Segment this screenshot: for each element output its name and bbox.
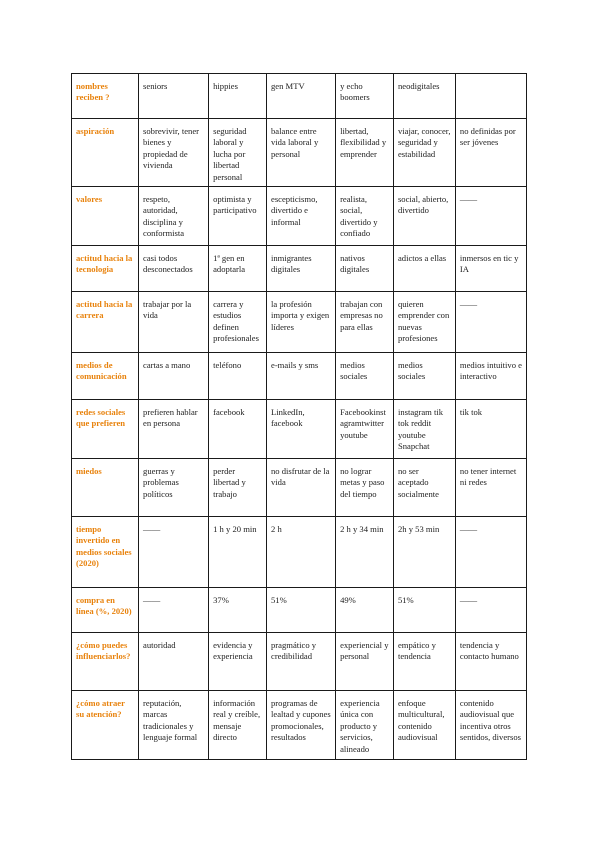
- column-header: [455, 74, 526, 119]
- table-cell: empático y tendencia: [393, 633, 455, 691]
- row-label: nombres reciben ?: [72, 74, 139, 119]
- table-row: [72, 400, 527, 459]
- table-cell: no tener internet ni redes: [455, 459, 526, 517]
- table-cell: quieren emprender con nuevas profesiones: [393, 292, 455, 353]
- table-cell: tik tok: [455, 400, 526, 459]
- table-cell: experiencia única con producto y servicios, alineado: [336, 691, 394, 760]
- table-cell: inmersos en tic y IA: [455, 246, 526, 292]
- table-cell: 2h y 53 min: [393, 517, 455, 588]
- table-row: [72, 119, 527, 187]
- row-label: aspiración: [72, 119, 139, 187]
- row-label: medios de comunicación: [72, 353, 139, 400]
- column-header: neodigitales: [393, 74, 455, 119]
- table-cell: medios intuitivo e interactivo: [455, 353, 526, 400]
- table-cell: optimista y participativo: [209, 187, 267, 246]
- table-cell: evidencia y experiencia: [209, 633, 267, 691]
- row-label: ¿cómo puedes influenciarlos?: [72, 633, 139, 691]
- table-cell: 51%: [267, 588, 336, 633]
- table-cell: facebook: [209, 400, 267, 459]
- table-cell: ——: [455, 588, 526, 633]
- table-cell: sobrevivir, tener bienes y propiedad de vivienda: [139, 119, 209, 187]
- table-cell: información real y creíble, mensaje directo: [209, 691, 267, 760]
- table-row: [72, 353, 527, 400]
- table-cell: LinkedIn, facebook: [267, 400, 336, 459]
- table-cell: trabajan con empresas no para ellas: [336, 292, 394, 353]
- table-cell: teléfono: [209, 353, 267, 400]
- table-cell: no ser aceptado socialmente: [393, 459, 455, 517]
- table-cell: 49%: [336, 588, 394, 633]
- column-header: hippies: [209, 74, 267, 119]
- column-header: y echo boomers: [336, 74, 394, 119]
- table-cell: e-mails y sms: [267, 353, 336, 400]
- row-label: ¿cómo atraer su atención?: [72, 691, 139, 760]
- table-cell: Facebookinstagramtwitter youtube: [336, 400, 394, 459]
- table-row: [72, 588, 527, 633]
- table-cell: ——: [139, 517, 209, 588]
- row-label: compra en línea (%, 2020): [72, 588, 139, 633]
- table-row: [72, 517, 527, 588]
- table-cell: ——: [139, 588, 209, 633]
- table-cell: no lograr metas y paso del tiempo: [336, 459, 394, 517]
- table-cell: medios sociales: [393, 353, 455, 400]
- table-cell: prefieren hablar en persona: [139, 400, 209, 459]
- table-cell: pragmático y credibilidad: [267, 633, 336, 691]
- table-row: [72, 633, 527, 691]
- row-label: tiempo invertido en medios sociales (2020): [72, 517, 139, 588]
- table-cell: programas de lealtad y cupones promocionales, resultados: [267, 691, 336, 760]
- table-cell: ——: [455, 187, 526, 246]
- table-cell: seguridad laboral y lucha por libertad personal: [209, 119, 267, 187]
- table-cell: ——: [455, 517, 526, 588]
- generations-table: [71, 73, 527, 760]
- row-label: actitud hacia la carrera: [72, 292, 139, 353]
- table-cell: realista, social, divertido y confiado: [336, 187, 394, 246]
- table-cell: medios sociales: [336, 353, 394, 400]
- table-cell: guerras y problemas políticos: [139, 459, 209, 517]
- table-cell: 1ª gen en adoptarla: [209, 246, 267, 292]
- table-cell: social, abierto, divertido: [393, 187, 455, 246]
- table-cell: 2 h: [267, 517, 336, 588]
- table-row: [72, 187, 527, 246]
- column-header: seniors: [139, 74, 209, 119]
- table-cell: instagram tik tok reddit youtube Snapchat: [393, 400, 455, 459]
- table-cell: tendencia y contacto humano: [455, 633, 526, 691]
- column-header: gen MTV: [267, 74, 336, 119]
- table-cell: no disfrutar de la vida: [267, 459, 336, 517]
- table-cell: 37%: [209, 588, 267, 633]
- table-cell: balance entre vida laboral y personal: [267, 119, 336, 187]
- row-label: valores: [72, 187, 139, 246]
- table-cell: respeto, autoridad, disciplina y conformista: [139, 187, 209, 246]
- table-cell: experiencial y personal: [336, 633, 394, 691]
- table-cell: enfoque multicultural, contenido audiovisual: [393, 691, 455, 760]
- table-cell: carrera y estudios definen profesionales: [209, 292, 267, 353]
- table-cell: trabajar por la vida: [139, 292, 209, 353]
- table-row: [72, 292, 527, 353]
- table-cell: libertad, flexibilidad y emprender: [336, 119, 394, 187]
- table-cell: 1 h y 20 min: [209, 517, 267, 588]
- table-row: [72, 246, 527, 292]
- table-cell: cartas a mano: [139, 353, 209, 400]
- table-row: [72, 691, 527, 760]
- row-label: redes sociales que prefieren: [72, 400, 139, 459]
- table-cell: nativos digitales: [336, 246, 394, 292]
- row-label: actitud hacia la tecnologia: [72, 246, 139, 292]
- table-cell: perder libertad y trabajo: [209, 459, 267, 517]
- table-cell: 2 h y 34 min: [336, 517, 394, 588]
- table-cell: no definidas por ser jóvenes: [455, 119, 526, 187]
- table-cell: reputación, marcas tradicionales y lenguaje formal: [139, 691, 209, 760]
- table-cell: viajar, conocer, seguridad y estabilidad: [393, 119, 455, 187]
- table-cell: 51%: [393, 588, 455, 633]
- table-cell: la profesión importa y exigen líderes: [267, 292, 336, 353]
- header-row: [72, 74, 527, 119]
- table-row: [72, 459, 527, 517]
- table-cell: ——: [455, 292, 526, 353]
- table-cell: inmigrantes digitales: [267, 246, 336, 292]
- row-label: miedos: [72, 459, 139, 517]
- table-cell: contenido audiovisual que incentiva otros sentidos, diversos: [455, 691, 526, 760]
- table-cell: casi todos desconectados: [139, 246, 209, 292]
- table-cell: escepticismo, divertido e informal: [267, 187, 336, 246]
- table-cell: adictos a ellas: [393, 246, 455, 292]
- table-cell: autoridad: [139, 633, 209, 691]
